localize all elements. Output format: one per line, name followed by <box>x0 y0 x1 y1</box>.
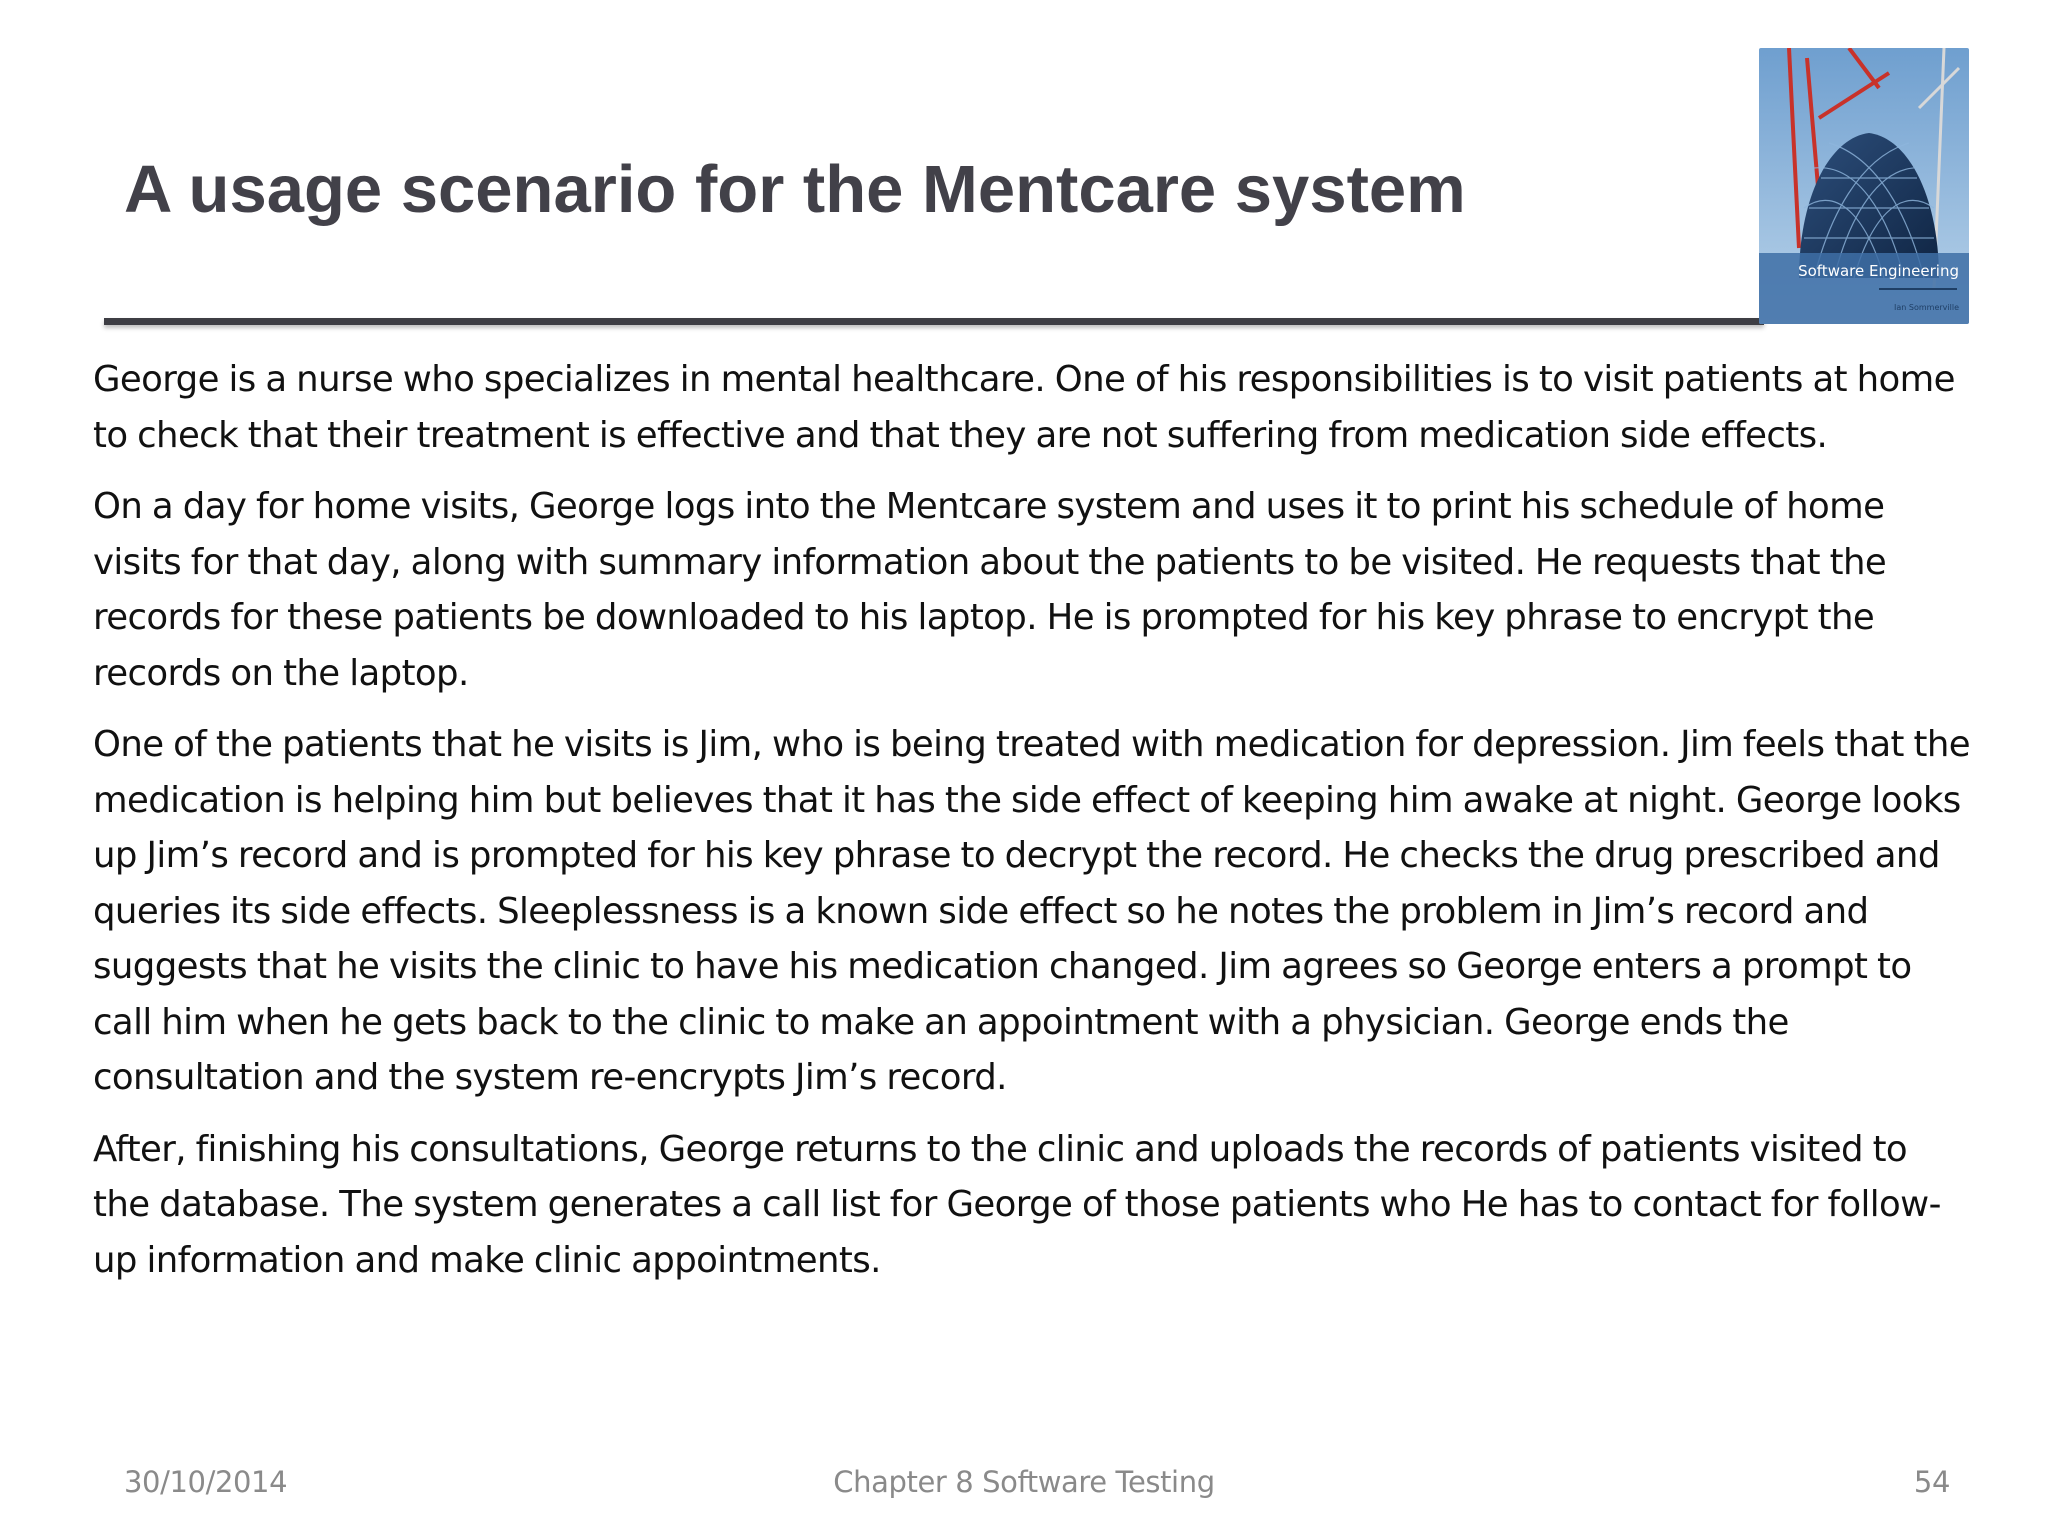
footer-chapter: Chapter 8 Software Testing <box>833 1465 1215 1499</box>
svg-text:Software Engineering: Software Engineering <box>1798 262 1959 280</box>
paragraph-2: On a day for home visits, George logs into the Mentcare system and uses it to print his schedule of home visits for that day, along with summary information about the patients to be visited. He requests that the records for these patients be downloaded to his laptop. He is prompted for his key phrase to encrypt the records on the laptop. <box>93 486 1887 694</box>
footer-date: 30/10/2014 <box>124 1465 288 1499</box>
paragraph-1: George is a nurse who specializes in mental healthcare. One of his responsibilities is to visit patients at home to check that their treatment is effective and that they are not suffering from medication side effects. <box>93 359 1955 456</box>
slide-title: A usage scenario for the Mentcare system <box>124 152 1466 227</box>
paragraph-4: After, finishing his consultations, George returns to the clinic and uploads the records of patients visited to the database. The system generates a call list for George of those patients who He has to contact for follow-up information and make clinic appointments. <box>93 1128 1941 1281</box>
scenario-text <box>93 352 1973 1304</box>
paragraph-3: One of the patients that he visits is Jim, who is being treated with medication for depression. Jim feels that the medication is helping him but believes that it has the side effect of keeping him awake at night. George looks up Jim’s record and is prompted for his key phrase to decrypt the record. He checks the drug prescribed and queries its side effects. Sleeplessness is a known side effect so he notes the problem in Jim’s record and suggests that he visits the clinic to have his medication changed. Jim agrees so George enters a prompt to call him when he gets back to the clinic to make an appointment with a physician. George ends the consultation and the system re-encrypts Jim’s record. <box>93 724 1970 1098</box>
book-cover-image <box>1759 48 1969 324</box>
svg-text:Ian Sommerville: Ian Sommerville <box>1894 303 1959 312</box>
footer-page-number: 54 <box>1913 1465 1950 1499</box>
title-divider <box>104 318 1764 325</box>
